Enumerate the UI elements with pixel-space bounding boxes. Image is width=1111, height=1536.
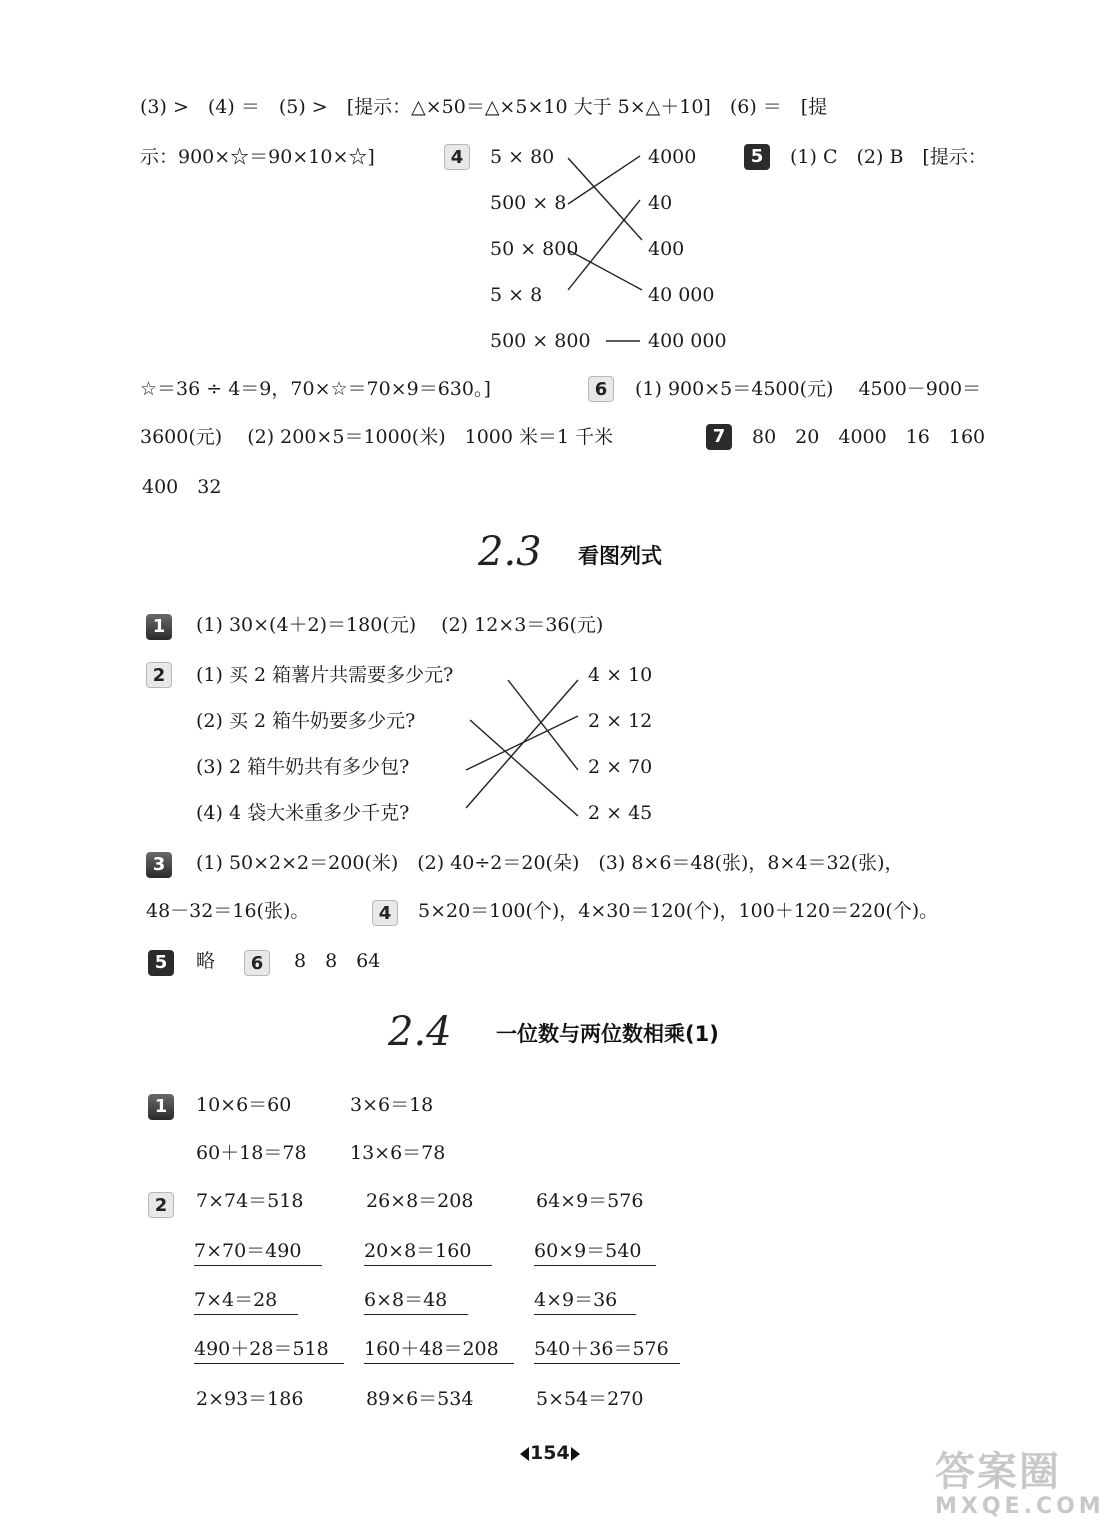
match-right-2: 40	[648, 192, 673, 214]
s23-q3-answer-cont: 48－32＝16(张)。	[146, 900, 310, 922]
s23-q2-right-4: 2 × 45	[588, 802, 653, 824]
page-right-arrow-icon	[571, 1447, 580, 1461]
answer-line-4: 3600(元) (2) 200×5＝1000(米) 1000 米＝1 千米	[140, 426, 614, 448]
match-left-5: 500 × 800	[490, 330, 591, 352]
match-left-2: 500 × 8	[490, 192, 567, 214]
question-badge-7: 7	[706, 424, 732, 450]
section-number-2-4: 2.4	[388, 1009, 452, 1055]
s24-q2-r3-c2: 6×8＝48	[364, 1287, 468, 1315]
question-badge-2c: 2	[148, 1192, 174, 1218]
s24-q1-r2-c1: 60＋18＝78	[196, 1142, 307, 1164]
s23-q3-answer: (1) 50×2×2＝200(米) (2) 40÷2＝20(朵) (3) 8×6＝48(张)，8×4＝32(张)，	[196, 852, 904, 874]
answer-line-3: ☆＝36 ÷ 4＝9，70×☆＝70×9＝630。]	[140, 378, 491, 400]
s24-q2-r5-c2: 89×6＝534	[366, 1388, 474, 1410]
section-title-2-3: 看图列式	[578, 544, 662, 568]
section-title-2-4: 一位数与两位数相乘(1)	[496, 1022, 719, 1046]
s24-q2-r3-c1: 7×4＝28	[194, 1287, 298, 1315]
s23-q2-right-2: 2 × 12	[588, 710, 653, 732]
page-number: 154	[520, 1440, 580, 1466]
answer-line-5: 400 32	[142, 476, 222, 498]
q5-answer: (1) C (2) B [提示：	[790, 146, 987, 168]
s24-q2-r1-c3: 64×9＝576	[536, 1190, 644, 1212]
question-badge-2: 2	[146, 662, 172, 688]
s23-q4-answer: 5×20＝100(个)，4×30＝120(个)，100＋120＝220(个)。	[418, 900, 939, 922]
s24-q2-r1-c2: 26×8＝208	[366, 1190, 474, 1212]
match-left-1: 5 × 80	[490, 146, 555, 168]
s24-q2-r3-c3: 4×9＝36	[534, 1287, 636, 1315]
watermark-logo: 答案圈 MXQE.COM	[935, 1449, 1105, 1519]
s24-q2-r5-c1: 2×93＝186	[196, 1388, 304, 1410]
s24-q2-r4-c2: 160＋48＝208	[364, 1336, 514, 1364]
question-badge-3: 3	[146, 852, 172, 878]
s24-q2-r2-c2: 20×8＝160	[364, 1238, 492, 1266]
match-left-3: 50 × 800	[490, 238, 579, 260]
question-badge-4: 4	[444, 144, 470, 170]
question-badge-1: 1	[146, 614, 172, 640]
match-right-1: 4000	[648, 146, 697, 168]
q7-answer: 80 20 4000 16 160	[752, 426, 986, 448]
s23-q5-answer: 略	[196, 950, 216, 972]
page-left-arrow-icon	[520, 1447, 529, 1461]
match-line-50x800-40000	[568, 250, 642, 290]
question-badge-4b: 4	[372, 900, 398, 926]
s23-q2-right-1: 4 × 10	[588, 664, 653, 686]
s24-q1-r2-c2: 13×6＝78	[350, 1142, 446, 1164]
s24-q1-r1-c1: 10×6＝60	[196, 1094, 292, 1116]
s24-q2-r5-c3: 5×54＝270	[536, 1388, 644, 1410]
s23-q2-left-2: (2) 买 2 箱牛奶要多少元?	[196, 710, 416, 732]
match-line-5x80-400	[568, 158, 642, 240]
s24-q2-r4-c1: 490＋28＝518	[194, 1336, 344, 1364]
s24-q2-r4-c3: 540＋36＝576	[534, 1336, 680, 1364]
s24-q2-r2-c1: 7×70＝490	[194, 1238, 322, 1266]
question-badge-5b: 5	[148, 950, 174, 976]
match-line-5x8-40	[568, 200, 640, 290]
question-badge-5: 5	[744, 144, 770, 170]
q2-line-2	[470, 720, 578, 816]
section-number-2-3: 2.3	[478, 529, 542, 575]
answer-line-1: (3) > (4) ＝ (5) > [提示：△×50＝△×5×10 大于 5×△＋10] (6) ＝ [提	[140, 96, 828, 118]
q2-line-1	[508, 680, 578, 770]
q2-line-4	[466, 680, 578, 808]
s23-q2-left-1: (1) 买 2 箱薯片共需要多少元?	[196, 664, 454, 686]
s23-q2-left-3: (3) 2 箱牛奶共有多少包?	[196, 756, 410, 778]
match-right-5: 400 000	[648, 330, 727, 352]
s23-q2-right-3: 2 × 70	[588, 756, 653, 778]
match-right-3: 400	[648, 238, 685, 260]
s24-q1-r1-c2: 3×6＝18	[350, 1094, 434, 1116]
s23-q6-answer: 8 8 64	[294, 950, 381, 972]
question-badge-6: 6	[588, 376, 614, 402]
s23-q1-answer: (1) 30×(4＋2)＝180(元) (2) 12×3＝36(元)	[196, 614, 604, 636]
match-line-500x8-4000	[568, 156, 640, 204]
question-badge-6b: 6	[244, 950, 270, 976]
q6-answer: (1) 900×5＝4500(元) 4500－900＝	[635, 378, 982, 400]
s23-q2-left-4: (4) 4 袋大米重多少千克?	[196, 802, 410, 824]
s24-q2-r1-c1: 7×74＝518	[196, 1190, 304, 1212]
match-right-4: 40 000	[648, 284, 715, 306]
s24-q2-r2-c3: 60×9＝540	[534, 1238, 656, 1266]
answer-line-2: 示：900×☆＝90×10×☆]	[140, 146, 375, 168]
match-left-4: 5 × 8	[490, 284, 543, 306]
question-badge-1c: 1	[148, 1094, 174, 1120]
